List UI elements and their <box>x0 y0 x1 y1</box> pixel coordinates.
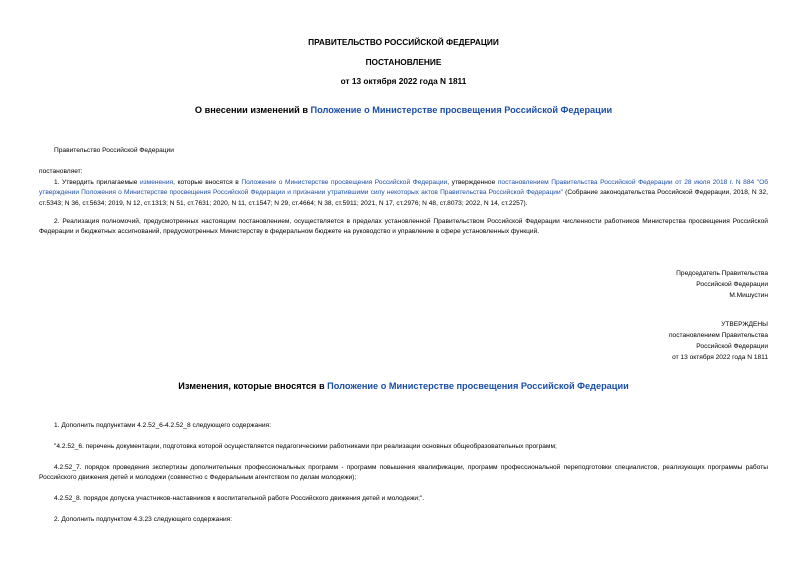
regulation-link-inline[interactable]: Положение о Министерстве просвещения Российской Федерации <box>241 179 448 186</box>
changes-regulation-link[interactable]: Положение о Министерстве просвещения Российской Федерации <box>327 381 629 391</box>
paragraph-1-text-b: , которые вносятся в <box>173 179 242 186</box>
document-title <box>0 105 807 116</box>
paragraph-1-text-d: (Собрание законодательства Российской Федерации, 2018, N 32, ст.5343; N 36, ст.5634; 2019, N 12, ст.1313; N 51, ст.7631; 2020, N 11, ст.1547; N 29, ст.4664; N 38, ст.5911; 2021, N 17, ст.2976; N 48, ст.8073; 2022, N 14, ст.2257). <box>39 189 768 207</box>
changes-title-prefix: Изменения, которые вносятся в <box>178 381 328 391</box>
resolution-verb: постановляет: <box>39 168 83 175</box>
government-heading: ПРАВИТЕЛЬСТВО РОССИЙСКОЙ ФЕДЕРАЦИИ <box>308 37 499 47</box>
paragraph-1-text-a: 1. Утвердить прилагаемые <box>54 179 140 186</box>
change-item-4-2-52-6: "4.2.52_6. перечень документации, подготовка которой осуществляется педагогическими работниками при реализации основных общеобразовательных программ; <box>54 443 557 450</box>
approved-date: от 13 октября 2022 года N 1811 <box>672 354 768 361</box>
paragraph-2: 2. Реализация полномочий, предусмотренных настоящим постановлением, осуществляется в пределах установленной Правительством Российской Федерации численности работников Министерства просвещения Российской Федерации и бюджетных ассигнований, предусмотренных Министерству в федеральном бюджете на руководство и управление в сфере установленных функций. <box>39 218 768 236</box>
changes-title <box>0 381 807 392</box>
signature-name: М.Мишустин <box>729 292 768 299</box>
change-item-4-2-52-8: 4.2.52_8. порядок допуска участников-наставников к воспитательной работе Российского движения детей и молодежи;". <box>54 495 425 502</box>
approved-label: УТВЕРЖДЕНЫ <box>721 321 768 328</box>
approved-org: Российской Федерации <box>696 343 768 350</box>
changes-link[interactable]: изменения <box>139 179 174 186</box>
document-type-heading: ПОСТАНОВЛЕНИЕ <box>365 57 442 67</box>
change-item-4-2-52-7: 4.2.52_7. порядок проведения экспертизы дополнительных профессиональных программ - программ повышения квалификации, программ профессиональной переподготовки специалистов, реализующих программы работы Российского движения детей и молодежи (совместно с Федеральным агентством по делам молодежи); <box>39 464 768 482</box>
regulation-link[interactable]: Положение о Министерстве просвещения Российской Федерации <box>310 105 613 115</box>
signature-title: Председатель Правительства <box>676 270 768 277</box>
government-actor: Правительство Российской Федерации <box>54 147 174 154</box>
paragraph-1 <box>39 178 768 209</box>
approved-by: постановлением Правительства <box>668 332 768 339</box>
change-item-2: 2. Дополнить подпунктом 4.3.23 следующего содержания: <box>54 516 233 523</box>
signature-org: Российской Федерации <box>696 281 768 288</box>
paragraph-1-text-c: , утвержденное <box>447 179 498 186</box>
document-date-number: от 13 октября 2022 года N 1811 <box>340 76 467 86</box>
document-title-prefix: О внесении изменений в <box>194 105 311 115</box>
change-item-1: 1. Дополнить подпунктами 4.2.52_6-4.2.52_8 следующего содержания: <box>54 422 271 429</box>
resolution-884-link[interactable]: постановлением Правительства Российской Федерации от 28 июля 2018 г. N 884 "Об утверждении Положения о Министерстве просвещения Российской Федерации и признании утратившими силу некоторых актов Правительства Российской Федерации" <box>39 179 768 197</box>
